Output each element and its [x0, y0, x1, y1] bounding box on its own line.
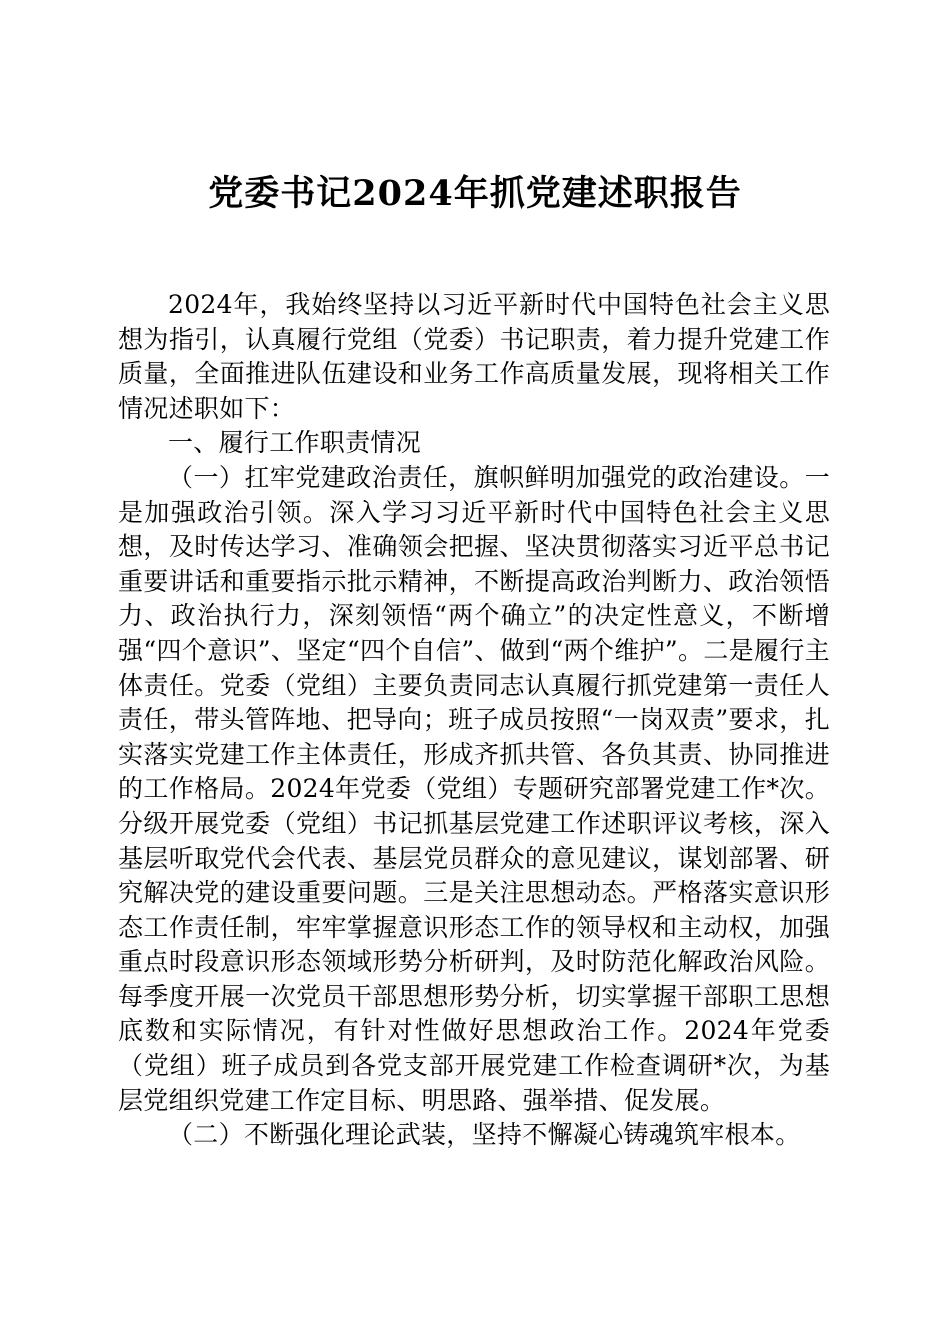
- subsection-1-body: 一是加强政治引领。深入学习习近平新时代中国特色社会主义思想，及时传达学习、准确领会把握、坚决贯彻落实习近平总书记重要讲话和重要指示批示精神，不断提高政治判断力、政治领悟力、政治执行力，深刻领悟“两个确立”的决定性意义，不断增强“四个意识”、坚定“四个自信”、做到“两个维护”。二是履行主体责任。党委（党组）主要负责同志认真履行抓党建第一责任人责任，带头管阵地、把导向；班子成员按照“一岗双责”要求，扎实落实党建工作主体责任，形成齐抓共管、各负其责、协同推进的工作格局。2024年党委（党组）专题研究部署党建工作*次。分级开展党委（党组）书记抓基层党建工作述职评议考核，深入基层听取党代会代表、基层党员群众的意见建议，谋划部署、研究解决党的建设重要问题。三是关注思想动态。严格落实意识形态工作责任制，牢牢掌握意识形态工作的领导权和主动权，加强重点时段意识形态领域形势分析研判，及时防范化解政治风险。每季度开展一次党员干部思想形势分析，切实掌握干部职工思想底数和实际情况，有针对性做好思想政治工作。2024年党委（党组）班子成员到各党支部开展党建工作检查调研*次，为基层党组织党建工作定目标、明思路、强举措、促发展。: [118, 462, 830, 1115]
- subsection-heading-2: （二）不断强化理论武装，坚持不懈凝心铸魂筑牢根本。: [168, 1120, 801, 1150]
- intro-paragraph: 2024年，我始终坚持以习近平新时代中国特色社会主义思想为指引，认真履行党组（党委）书记职责，着力提升党建工作质量，全面推进队伍建设和业务工作高质量发展，现将相关工作情况述职如下：: [118, 290, 830, 423]
- section-heading-1: 一、履行工作职责情况: [168, 428, 422, 458]
- document-title: 党委书记2024年抓党建述职报告: [208, 173, 742, 214]
- subsection-1-paragraph: [118, 461, 830, 1118]
- subsection-heading-1: （一）扛牢党建政治责任，旗帜鲜明加强党的政治建设。: [168, 462, 805, 492]
- document-body: [118, 288, 830, 1153]
